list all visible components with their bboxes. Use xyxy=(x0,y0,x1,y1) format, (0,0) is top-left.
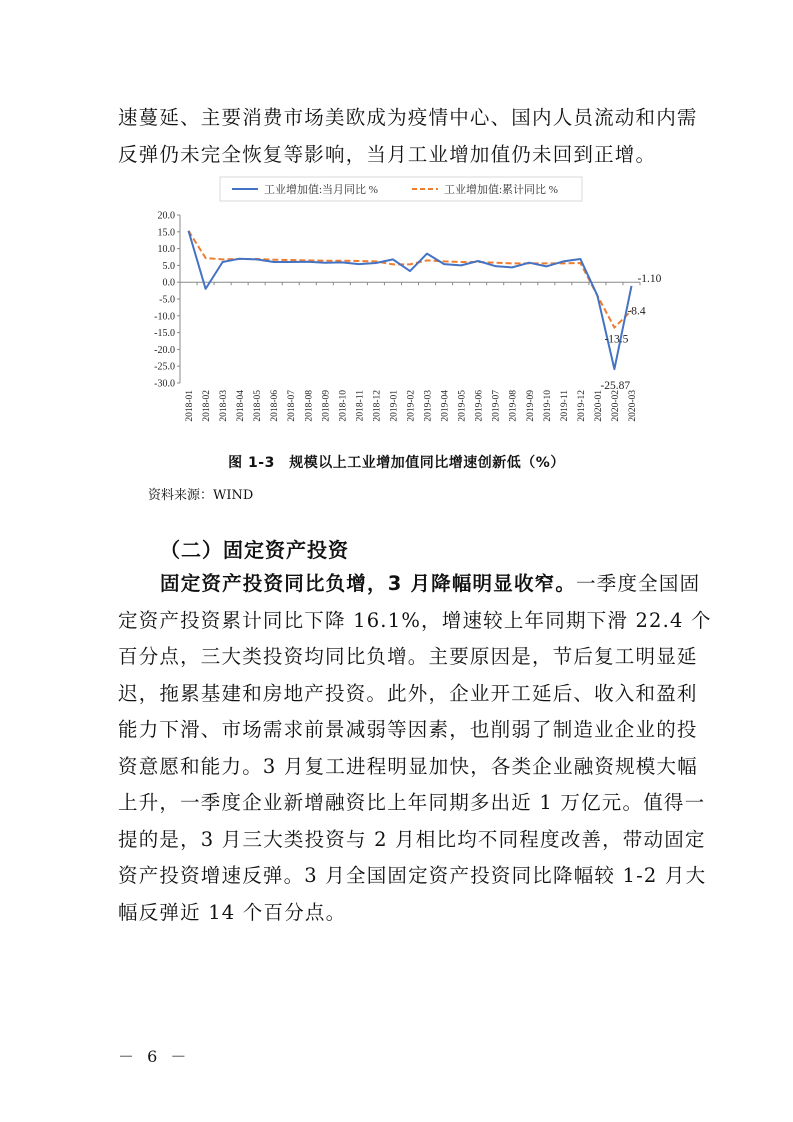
lead-sentence: 固定资产投资同比负增，3 月降幅明显收窄。 xyxy=(160,572,577,595)
x-tick-label: 2020-03 xyxy=(627,390,638,422)
data-label: -25.87 xyxy=(600,380,631,393)
x-tick-label: 2020-02 xyxy=(610,390,621,422)
body-line: 上升，一季度企业新增融资比上年同期多出近 1 万亿元。值得一 xyxy=(118,791,706,814)
body-line: 幅反弹近 14 个百分点。 xyxy=(118,900,347,924)
x-tick-label: 2018-08 xyxy=(304,390,315,422)
x-tick-label: 2018-11 xyxy=(355,390,366,422)
data-label: -8.4 xyxy=(627,305,646,318)
legend-label: 工业增加值:当月同比 % xyxy=(264,184,378,196)
x-tick-label: 2018-01 xyxy=(185,390,196,422)
body-line: 一季度全国固 xyxy=(576,572,701,595)
series-monthly-line xyxy=(189,231,632,369)
y-tick-label: 20.0 xyxy=(157,210,175,222)
x-tick-label: 2018-03 xyxy=(219,390,230,422)
body-line: 资意愿和能力。3 月复工进程明显加快，各类企业融资规模大幅 xyxy=(118,754,698,778)
y-tick-label: 5.0 xyxy=(162,260,175,272)
data-source: 资料来源：WIND xyxy=(148,488,254,503)
x-tick-label: 2018-05 xyxy=(253,390,264,422)
x-tick-label: 2019-09 xyxy=(525,390,536,422)
y-tick-label: -20.0 xyxy=(154,344,175,356)
body-paragraph xyxy=(118,566,712,931)
x-tick-label: 2018-10 xyxy=(338,390,349,422)
intro-line: 反弹仍未完全恢复等影响，当月工业增加值仍未回到正增。 xyxy=(118,142,657,166)
body-line: 能力下滑、市场需求前景减弱等因素，也削弱了制造业企业的投 xyxy=(118,718,698,741)
x-tick-label: 2018-02 xyxy=(202,390,213,422)
x-tick-label: 2019-07 xyxy=(491,390,502,422)
line-chart xyxy=(0,0,793,460)
y-tick-label: 10.0 xyxy=(157,244,175,256)
y-tick-label: 0.0 xyxy=(162,277,175,289)
y-tick-label: -25.0 xyxy=(154,361,175,373)
x-tick-label: 2019-12 xyxy=(576,390,587,422)
x-tick-label: 2018-12 xyxy=(372,390,383,422)
x-tick-label: 2019-01 xyxy=(389,390,400,422)
data-label: -1.10 xyxy=(637,272,662,285)
section-heading: （二）固定资产投资 xyxy=(160,538,349,562)
x-tick-label: 2019-04 xyxy=(440,390,451,422)
body-line: 迟，拖累基建和房地产投资。此外，企业开工延后、收入和盈利 xyxy=(118,681,698,705)
body-line: 定资产投资累计同比下降 16.1%，增速较上年同期下滑 22.4 个 xyxy=(118,608,712,632)
x-tick-label: 2019-05 xyxy=(457,390,468,422)
x-tick-label: 2018-06 xyxy=(270,390,281,422)
x-tick-label: 2018-09 xyxy=(321,390,332,422)
body-line: 百分点，三大类投资均同比负增。主要原因是，节后复工明显延 xyxy=(118,645,698,668)
y-tick-label: 15.0 xyxy=(157,227,175,239)
series-cumulative-line xyxy=(189,231,632,328)
x-tick-label: 2018-04 xyxy=(236,390,247,422)
x-tick-label: 2019-11 xyxy=(559,390,570,422)
y-tick-label: -5.0 xyxy=(159,294,175,306)
page-number: － 6 － xyxy=(118,1047,191,1066)
x-tick-label: 2018-07 xyxy=(287,390,298,422)
x-tick-label: 2019-02 xyxy=(406,390,417,422)
legend-label: 工业增加值:累计同比 % xyxy=(444,184,558,196)
x-tick-label: 2019-06 xyxy=(474,390,485,422)
body-line: 资产投资增速反弹。3 月全国固定资产投资同比降幅较 1-2 月大 xyxy=(118,864,707,887)
x-tick-label: 2020-01 xyxy=(593,390,604,422)
intro-line: 速蔓延、主要消费市场美欧成为疫情中心、国内人员流动和内需 xyxy=(118,106,698,129)
x-tick-label: 2019-10 xyxy=(542,390,553,422)
data-label: -13.5 xyxy=(604,333,629,346)
figure-caption: 图 1-3 规模以上工业增加值同比增速创新低（%） xyxy=(228,455,565,471)
body-line: 提的是，3 月三大类投资与 2 月相比均不同程度改善，带动固定 xyxy=(118,827,706,851)
x-tick-label: 2019-03 xyxy=(423,390,434,422)
y-tick-label: -30.0 xyxy=(154,378,175,390)
x-tick-label: 2019-08 xyxy=(508,390,519,422)
y-tick-label: -15.0 xyxy=(154,328,175,340)
y-tick-label: -10.0 xyxy=(154,311,175,323)
